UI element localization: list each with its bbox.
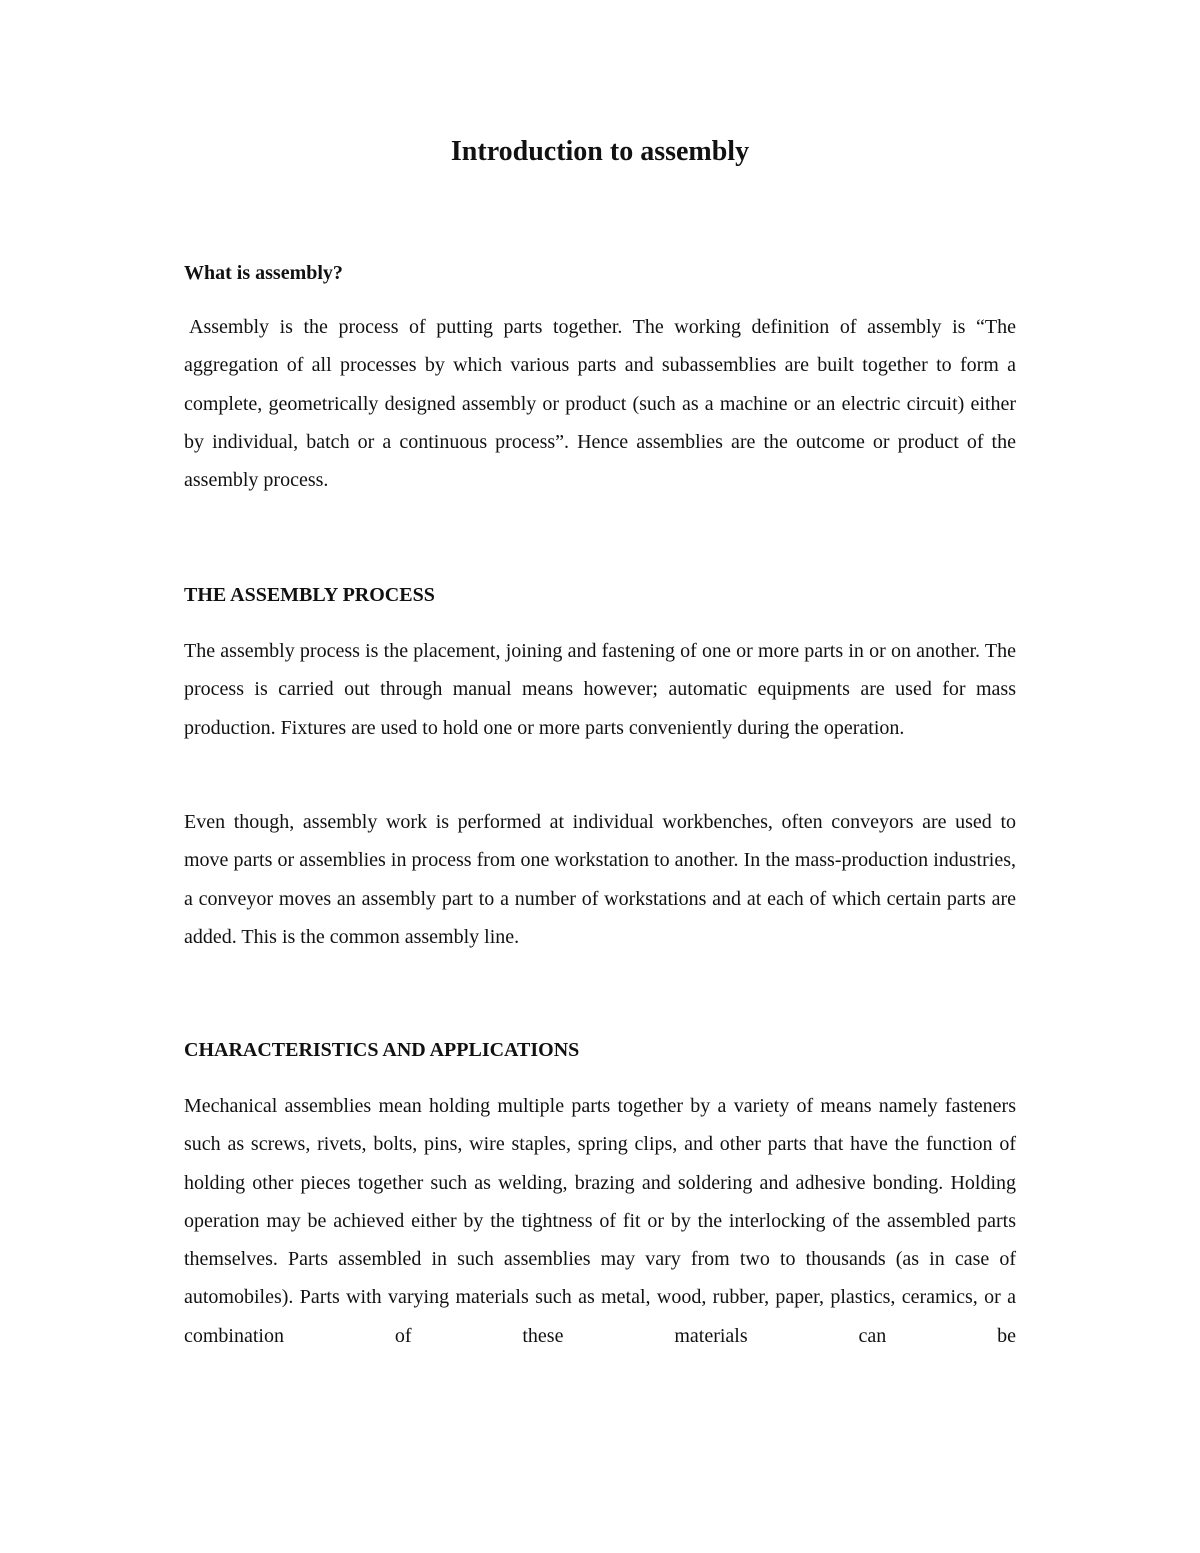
paragraph-mechanical-assemblies: Mechanical assemblies mean holding multiple parts together by a variety of means namely fasteners such as screws, rivets, bolts, pins, wire staples, spring clips, and other parts that have the function of holding other pieces together such as welding, brazing and soldering and adhesive bonding. Holding operation may be achieved either by the tightness of fit or by the interlocking of the assembled parts themselves. Parts assembled in such assemblies may vary from two to thousands (as in case of automobiles). Parts with varying materials such as metal, wood, rubber, paper, plastics, ceramics, or a combination of these materials can be <box>184 1095 1016 1347</box>
section-heading-what-is-assembly: What is assembly? <box>184 262 343 284</box>
section-heading-characteristics: CHARACTERISTICS AND APPLICATIONS <box>184 1039 580 1061</box>
section-heading-assembly-process: THE ASSEMBLY PROCESS <box>184 584 435 606</box>
paragraph-assembly-definition: Assembly is the process of putting parts together. The working definition of assembly is “The aggregation of all processes by which various parts and subassemblies are built together to form a complete, geometrically designed assembly or product (such as a machine or an electric circuit) either by individual, batch or a continuous process”. Hence assemblies are the outcome or product of the assembly process. <box>184 316 1016 492</box>
paragraph-assembly-process: The assembly process is the placement, joining and fastening of one or more parts in or on another. The process is carried out through manual means however; automatic equipments are used for mass production. Fixtures are used to hold one or more parts conveniently during the operation. <box>184 640 1016 739</box>
document-title: Introduction to assembly <box>450 136 750 167</box>
paragraph-assembly-line: Even though, assembly work is performed at individual workbenches, often conveyors are used to move parts or assemblies in process from one workstation to another. In the mass-production industries, a conveyor moves an assembly part to a number of workstations and at each of which certain parts are added. This is the common assembly line. <box>184 811 1016 948</box>
